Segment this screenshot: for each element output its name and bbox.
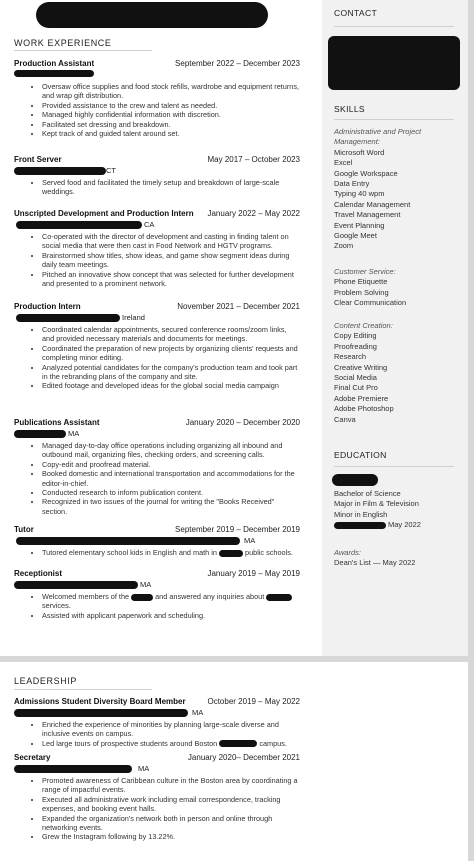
role-location <box>14 764 300 773</box>
job-bullet: • Conducted research to inform publication content. <box>42 488 300 497</box>
job-bullet: • Provided assistance to the crew and talent as needed. <box>42 101 300 110</box>
job-date: September 2022 – December 2023 <box>175 59 300 68</box>
job-bullet: • Co-operated with the director of development and casting in finding talent on social media that were then cast in Food Network and HGTV programs. <box>42 232 300 251</box>
redacted-school <box>332 474 378 486</box>
job-bullet: • Recognized in two issues of the journal for writing the "Books Received" section. <box>42 497 300 516</box>
award-item: Dean's List — May 2022 <box>334 558 416 568</box>
work-experience-heading: WORK EXPERIENCE <box>14 38 112 48</box>
skill-item: Data Entry <box>334 179 370 189</box>
bullet-text: public schools. <box>245 548 293 557</box>
job-bullet: • Copy-edit and proofread material. <box>42 460 300 469</box>
job-location-text: MA <box>68 429 80 438</box>
job-location <box>14 313 300 322</box>
job-location <box>14 220 300 229</box>
skill-group <box>334 321 462 425</box>
redacted-employer <box>14 430 66 438</box>
divider <box>334 466 454 467</box>
education-block <box>334 489 462 531</box>
redacted-employer <box>14 581 138 589</box>
leadership-entry <box>14 697 300 748</box>
job-bullet: • Assisted with applicant paperwork and scheduling. <box>42 611 300 620</box>
awards-label: Awards: <box>334 548 361 557</box>
bullet-text: services. <box>42 601 71 611</box>
bullet-text: Welcomed members of the <box>42 592 130 601</box>
skill-item: Calendar Management <box>334 199 411 209</box>
skill-item: Typing 40 wpm <box>334 189 385 199</box>
job-bullet: • Booked domestic and international transportation and accommodations for the editor-in-chief. <box>42 469 300 488</box>
job-location <box>14 429 300 438</box>
leadership-heading: LEADERSHIP <box>14 676 78 686</box>
role-location-text: MA <box>138 764 150 773</box>
job-entry <box>14 569 300 620</box>
skill-item: Adobe Photoshop <box>334 404 394 414</box>
job-location <box>14 580 300 589</box>
skill-item: Research <box>334 352 367 362</box>
skill-item: Event Planning <box>334 220 385 230</box>
job-bullet: • Managed day-to-day office operations including organizing all inbound and outbound mail, organizing files, checking orders, and screening calls. <box>42 441 300 460</box>
job-bullet: • Managed highly confidential information with discretion. <box>42 110 300 119</box>
role-bullet: • Promoted awareness of Caribbean culture in the Boston area by coordinating a range of impactful events. <box>42 776 300 795</box>
job-location-text: Ireland <box>122 313 145 322</box>
divider <box>14 689 152 690</box>
job-title: Publications Assistant <box>14 418 100 427</box>
role-bullet: • Grew the Instagram following by 13.22%. <box>42 832 300 841</box>
role-title: Admissions Student Diversity Board Member <box>14 697 186 706</box>
redacted-employer <box>16 221 142 229</box>
role-date: October 2019 – May 2022 <box>207 697 300 706</box>
job-location <box>14 536 300 545</box>
job-date: September 2019 – December 2019 <box>175 525 300 534</box>
role-bullet <box>42 739 300 748</box>
redacted-text <box>334 522 386 529</box>
skill-item: Zoom <box>334 241 354 251</box>
role-bullet: • Expanded the organization's network both in person and online through networking events. <box>42 814 300 833</box>
job-bullet <box>42 548 300 557</box>
skill-item: Google Meet <box>334 231 377 241</box>
education-date: May 2022 <box>388 520 421 530</box>
skill-item: Phone Etiquette <box>334 277 388 287</box>
job-date: November 2021 – December 2021 <box>177 302 300 311</box>
redacted-text <box>266 594 292 601</box>
redacted-employer <box>14 70 94 77</box>
job-title: Receptionist <box>14 569 63 578</box>
redacted-contact-info <box>328 36 460 90</box>
job-bullet: • Served food and facilitated the timely setup and breakdown of large-scale weddings. <box>42 178 300 197</box>
education-date-row <box>334 520 462 531</box>
skill-item: Final Cut Pro <box>334 383 378 393</box>
redacted-employer <box>16 314 120 322</box>
degree-line: Major in Film & Television <box>334 499 419 509</box>
job-bullet: • Analyzed potential candidates for the company's production team and took part in the rebranding plans of the company and site. <box>42 363 300 382</box>
job-bullet: • Pitched an innovative show concept that was selected for further development and presented to a prominent network. <box>42 270 300 289</box>
job-bullet: • Brainstormed show titles, show ideas, and game show segment ideas during daily team meetings. <box>42 251 300 270</box>
job-entry <box>14 155 300 197</box>
skill-item: Microsoft Word <box>334 147 385 157</box>
skill-item: Social Media <box>334 373 377 383</box>
redacted-organization <box>14 765 132 773</box>
skills-heading: SKILLS <box>334 104 365 114</box>
job-title: Unscripted Development and Production Intern <box>14 209 194 218</box>
job-location-text: MA <box>244 536 256 545</box>
education-heading: EDUCATION <box>334 450 387 460</box>
skill-group <box>334 127 462 252</box>
job-bullet: • Coordinated calendar appointments, secured conference rooms/zoom links, and provided necessary materials and documents for meetings. <box>42 325 300 344</box>
bullet-text: campus. <box>259 738 287 748</box>
job-entry <box>14 59 300 138</box>
divider <box>14 50 152 51</box>
redacted-text <box>219 740 257 747</box>
job-bullet: • Facilitated set dressing and breakdown. <box>42 120 300 129</box>
job-title: Tutor <box>14 525 34 534</box>
leadership-entry <box>14 753 300 842</box>
redacted-name <box>36 2 268 28</box>
job-bullet: • Coordinated the preparation of new projects by organizing clients' requests and completing minor editing. <box>42 344 300 363</box>
skill-item: Problem Solving <box>334 287 389 297</box>
job-bullet: • Edited footage and developed ideas for the global social media campaign <box>42 381 300 390</box>
skill-item: Clear Communication <box>334 298 407 308</box>
job-date: January 2020 – December 2020 <box>185 418 300 427</box>
job-location-text: MA <box>140 580 152 589</box>
redacted-text <box>131 594 153 601</box>
skill-group <box>334 267 462 309</box>
job-entry <box>14 525 300 557</box>
job-date: May 2017 – October 2023 <box>207 155 300 164</box>
role-date: January 2020– December 2021 <box>187 753 300 762</box>
job-bullet: • Kept track of and guided talent around set. <box>42 129 300 138</box>
contact-heading: CONTACT <box>334 8 377 18</box>
role-title: Secretary <box>14 753 51 762</box>
skill-item: Proofreading <box>334 341 377 351</box>
skill-item: Excel <box>334 158 353 168</box>
job-location <box>14 166 300 175</box>
skill-item: Creative Writing <box>334 362 388 372</box>
job-entry <box>14 418 300 516</box>
job-title: Production Intern <box>14 302 81 311</box>
job-entry <box>14 302 300 391</box>
job-entry <box>14 209 300 288</box>
skill-item: Travel Management <box>334 210 401 220</box>
job-location-text: CA <box>144 220 155 229</box>
redacted-text <box>219 550 243 557</box>
redacted-organization <box>14 709 188 717</box>
job-title: Front Server <box>14 155 62 164</box>
role-location <box>14 708 300 717</box>
skill-group-label: Customer Service: <box>334 267 396 276</box>
skill-item: Copy Editing <box>334 331 377 341</box>
role-bullet: • Enriched the experience of minorities by planning large-scale diverse and inclusive events on campus. <box>42 720 300 739</box>
bullet-text: Led large tours of prospective students around Boston <box>42 738 218 748</box>
job-location-text: CT <box>106 166 116 175</box>
role-location-text: MA <box>192 708 204 717</box>
job-title: Production Assistant <box>14 59 95 68</box>
skill-item: Adobe Premiere <box>334 393 389 403</box>
degree-line: Bachelor of Science <box>334 489 401 498</box>
role-bullet: • Executed all administrative work including email correspondence, tracking expenses, and booking event halls. <box>42 795 300 814</box>
divider <box>334 119 454 120</box>
redacted-employer <box>14 167 106 175</box>
awards-block <box>334 548 462 569</box>
skill-group-label: Administrative and Project Management: <box>334 127 422 147</box>
resume-page-2 <box>0 662 468 861</box>
divider <box>334 26 454 27</box>
degree-line: Minor in English <box>334 509 388 519</box>
bullet-text: and answered any inquiries about <box>155 592 265 601</box>
skill-item: Google Workspace <box>334 168 398 178</box>
job-date: January 2022 – May 2022 <box>207 209 300 218</box>
job-bullet: • Oversaw office supplies and food stock refills, wardrobe and equipment returns, and wrap gift distribution. <box>42 82 300 101</box>
skill-item: Canva <box>334 414 356 424</box>
bullet-text: Tutored elementary school kids in English and math in <box>42 548 217 557</box>
job-date: January 2019 – May 2019 <box>207 569 300 578</box>
redacted-employer <box>16 537 240 545</box>
skill-group-label: Content Creation: <box>334 321 393 330</box>
job-bullet <box>42 592 300 611</box>
